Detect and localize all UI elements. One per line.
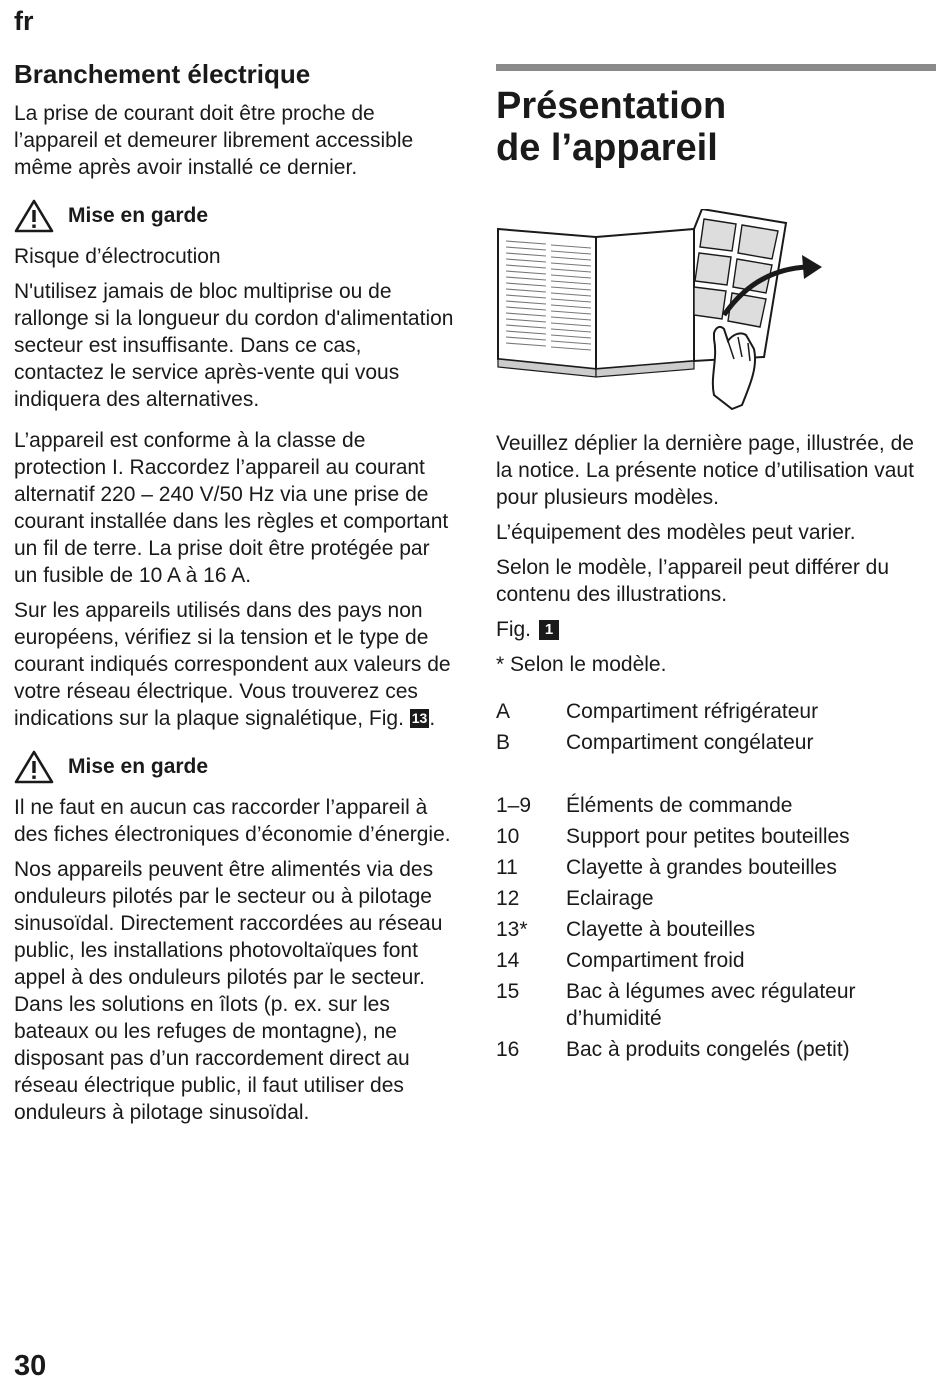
legend-row — [496, 792, 936, 819]
legend-row — [496, 978, 936, 1032]
legend-key: 12 — [496, 887, 520, 910]
figure-number: 1 — [539, 620, 559, 640]
figure-ref: 13 — [411, 710, 428, 726]
legend-row — [496, 916, 936, 943]
legend-label: Compartiment congélateur — [566, 731, 814, 754]
warning-triangle-icon — [14, 750, 54, 784]
legend-label: Support pour petites bouteilles — [566, 825, 850, 848]
legend-label: Bac à produits congelés (petit) — [566, 1038, 850, 1061]
legend-letters — [496, 698, 936, 756]
legend-key: 11 — [496, 856, 518, 879]
legend-label: Éléments de commande — [566, 794, 793, 817]
legend-row — [496, 1036, 936, 1063]
paragraph: Selon le modèle, l’appareil peut différer du contenu des illustrations. — [496, 556, 890, 606]
paragraph-text: Sur les appareils utilisés dans des pays non européens, vérifiez si la tension et le type de courant indiqués correspondent aux valeurs de votre réseau électrique. Vous trouverez ces indications sur la plaque signalétique, Fig. — [14, 599, 451, 730]
legend-row — [496, 698, 936, 725]
figure-reference — [496, 616, 936, 643]
section-rule — [496, 64, 936, 71]
warning-subtitle: Risque d’électrocution — [14, 245, 221, 268]
paragraph-end: . — [429, 707, 436, 730]
legend-row — [496, 885, 936, 912]
unfold-page-illustration — [496, 209, 826, 414]
figure-label: Fig. — [496, 618, 532, 641]
footnote: * Selon le modèle. — [496, 653, 667, 676]
legend-row — [496, 854, 936, 881]
legend-key: B — [496, 731, 511, 754]
legend-key: 1–9 — [496, 794, 532, 817]
warning-header — [14, 199, 454, 233]
section-title-presentation — [496, 85, 936, 169]
legend-label: Clayette à grandes bouteilles — [566, 856, 837, 879]
legend-key: A — [496, 700, 511, 723]
paragraph: La prise de courant doit être proche de l’appareil et demeurer librement accessible même après avoir installé ce dernier. — [14, 102, 414, 179]
left-column — [14, 56, 454, 1134]
legend-label: Eclairage — [566, 887, 654, 910]
legend-key: 13* — [496, 918, 528, 941]
legend-row — [496, 947, 936, 974]
warning-title: Mise en garde — [68, 204, 209, 227]
warning-triangle-icon — [14, 199, 54, 233]
page-number: 30 — [14, 1350, 47, 1382]
legend-row — [496, 729, 936, 756]
warning-header — [14, 750, 454, 784]
legend-label: Compartiment réfrigérateur — [566, 700, 819, 723]
warning-text: Il ne faut en aucun cas raccorder l’appareil à des fiches électroniques d’économie d’énergie. — [14, 796, 451, 846]
legend-label: Compartiment froid — [566, 949, 745, 972]
section-title-electrical: Branchement électrique — [14, 59, 311, 89]
legend-label: Clayette à bouteilles — [566, 918, 756, 941]
title-line: de l’appareil — [496, 127, 718, 169]
legend-row — [496, 823, 936, 850]
warning-text: N'utilisez jamais de bloc multiprise ou de rallonge si la longueur du cordon d'alimentation secteur est insuffisante. Dans ce cas, contactez le service après-vente qui vous indiquera des alternatives. — [14, 280, 454, 411]
paragraph: Veuillez déplier la dernière page, illustrée, de la notice. La présente notice d’utilisation vaut pour plusieurs modèles. — [496, 432, 914, 509]
legend-numbers — [496, 792, 936, 1063]
language-code: fr — [14, 6, 34, 36]
spacer — [496, 760, 936, 792]
legend-key: 16 — [496, 1038, 520, 1061]
legend-key: 14 — [496, 949, 520, 972]
right-column — [496, 64, 936, 1067]
paragraph: Nos appareils peuvent être alimentés via des onduleurs pilotés par le secteur ou à pilotage sinusoïdal. Directement raccordées au réseau public, les installations photovoltaïques font appel à des onduleurs pilotés par le secteur. Dans les solutions en îlots (p. ex. sur les bateaux ou les refuges de montagne), ne disposant pas d’un raccordement direct au réseau électrique public, il faut utiliser des onduleurs à pilotage sinusoïdal. — [14, 858, 443, 1124]
legend-key: 15 — [496, 980, 520, 1003]
paragraph — [14, 597, 454, 732]
title-line: Présentation — [496, 85, 727, 127]
paragraph: L’appareil est conforme à la classe de protection I. Raccordez l’appareil au courant alternatif 220 – 240 V/50 Hz via une prise de courant installée dans les règles et comportant un fil de terre. La prise doit être protégée par un fusible de 10 A à 16 A. — [14, 429, 449, 587]
warning-title: Mise en garde — [68, 755, 209, 778]
legend-label: Bac à légumes avec régulateur d’humidité — [566, 980, 856, 1030]
legend-key: 10 — [496, 825, 520, 848]
paragraph: L’équipement des modèles peut varier. — [496, 521, 856, 544]
